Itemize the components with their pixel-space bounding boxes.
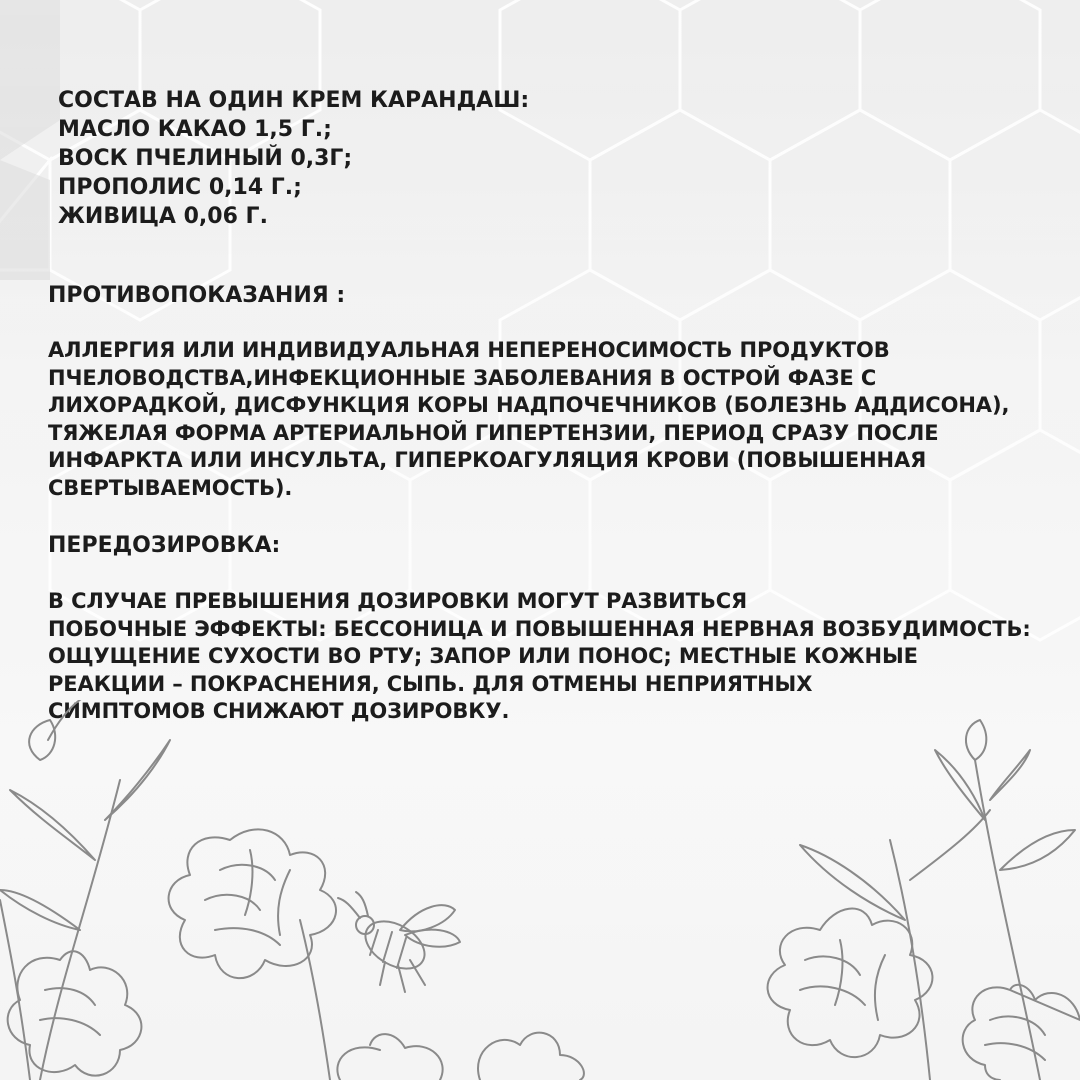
- bee-illustration: [338, 892, 460, 992]
- bud: [29, 720, 55, 760]
- composition-item: ВОСК ПЧЕЛИНЫЙ 0,3Г;: [58, 146, 353, 171]
- carnation-flower-left: [169, 829, 336, 1080]
- text-line: РЕАКЦИИ – ПОКРАСНЕНИЯ, СЫПЬ. ДЛЯ ОТМЕНЫ НЕПРИЯТНЫХ: [48, 671, 813, 696]
- text-line: АЛЛЕРГИЯ ИЛИ ИНДИВИДУАЛЬНАЯ НЕПЕРЕНОСИМОСТЬ ПРОДУКТОВ: [48, 338, 890, 362]
- stem: [48, 700, 110, 740]
- contraindications-text: [48, 337, 1063, 502]
- text-line: В СЛУЧАЕ ПРЕВЫШЕНИЯ ДОЗИРОВКИ МОГУТ РАЗВИТЬСЯ: [48, 589, 748, 613]
- text-line: ИНФАРКТА ИЛИ ИНСУЛЬТА, ГИПЕРКОАГУЛЯЦИЯ КРОВИ (ПОВЫШЕННАЯ: [48, 448, 927, 472]
- carnation-flower-center: [337, 1033, 584, 1080]
- composition-block: [58, 86, 529, 231]
- leaf: [935, 750, 985, 820]
- text-line: ТЯЖЕЛАЯ ФОРМА АРТЕРИАЛЬНОЙ ГИПЕРТЕНЗИИ, ПЕРИОД СРАЗУ ПОСЛЕ: [48, 420, 939, 445]
- carnation-flower-right: [768, 909, 933, 1058]
- text-line: ЛИХОРАДКОЙ, ДИСФУНКЦИЯ КОРЫ НАДПОЧЕЧНИКОВ (БОЛЕЗНЬ АДДИСОНА),: [48, 393, 1010, 417]
- leaf: [105, 740, 170, 820]
- composition-item: ЖИВИЦА 0,06 Г.: [58, 204, 268, 229]
- leaf: [10, 790, 95, 860]
- text-line: ОЩУЩЕНИЕ СУХОСТИ ВО РТУ; ЗАПОР ИЛИ ПОНОС; МЕСТНЫЕ КОЖНЫЕ: [48, 644, 918, 668]
- composition-title: СОСТАВ НА ОДИН КРЕМ КАРАНДАШ:: [58, 88, 530, 113]
- contraindications-title: ПРОТИВОПОКАЗАНИЯ :: [48, 283, 346, 308]
- bud: [966, 720, 986, 760]
- stem: [975, 760, 1040, 1080]
- carnation-flower-right-lower: [963, 985, 1080, 1080]
- leaf: [910, 810, 990, 880]
- leaf: [1000, 830, 1075, 870]
- stem: [0, 900, 30, 1080]
- text-line: ПОБОЧНЫЕ ЭФФЕКТЫ: БЕССОНИЦА И ПОВЫШЕННАЯ НЕРВНАЯ ВОЗБУДИМОСТЬ:: [48, 616, 1031, 641]
- overdose-title: ПЕРЕДОЗИРОВКА:: [48, 533, 281, 558]
- floral-illustration: [0, 700, 1080, 1080]
- text-line: ПЧЕЛОВОДСТВА,ИНФЕКЦИОННЫЕ ЗАБОЛЕВАНИЯ В ОСТРОЙ ФАЗЕ С: [48, 365, 877, 390]
- composition-item: МАСЛО КАКАО 1,5 Г.;: [58, 117, 332, 142]
- leaf: [990, 750, 1030, 800]
- text-line: СИМПТОМОВ СНИЖАЮТ ДОЗИРОВКУ.: [48, 699, 510, 723]
- text-line: СВЕРТЫВАЕМОСТЬ).: [48, 475, 293, 500]
- composition-item: ПРОПОЛИС 0,14 Г.;: [58, 175, 302, 200]
- leaf: [0, 890, 80, 930]
